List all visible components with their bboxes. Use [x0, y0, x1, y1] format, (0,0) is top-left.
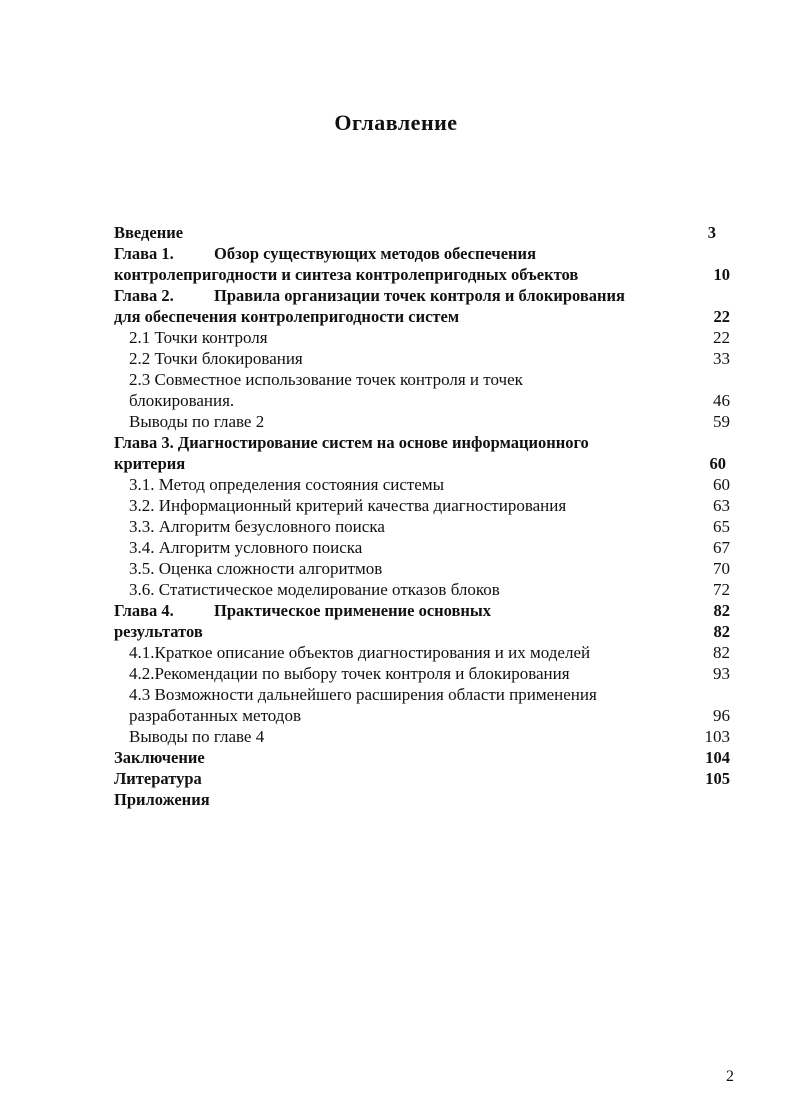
toc-entry-3-5[interactable]: [114, 558, 730, 579]
toc-entry-page: 105: [705, 769, 730, 788]
toc-entry-text: Заключение: [114, 748, 205, 767]
toc-entry-text: 2.2 Точки блокирования: [129, 349, 303, 368]
toc-entry-chapter-4[interactable]: [114, 600, 730, 621]
toc-entry-conclusion[interactable]: [114, 747, 730, 768]
toc-entry-4-3[interactable]: [114, 684, 730, 705]
toc-entry-text: 4.3 Возможности дальнейшего расширения области применения: [129, 685, 597, 704]
toc-entry-3-1[interactable]: [114, 474, 730, 495]
toc-entry-page: 60: [713, 475, 730, 494]
chapter-number: Глава 2.: [114, 286, 174, 305]
toc-entry-chapter-2-cont[interactable]: [114, 306, 730, 327]
toc-entry-text: 2.1 Точки контроля: [129, 328, 268, 347]
toc-entry-text: Приложения: [114, 790, 210, 809]
toc-entry-literature[interactable]: [114, 768, 730, 789]
toc-entry-conclusions-4[interactable]: [114, 726, 730, 747]
toc-entry-text: Введение: [114, 223, 184, 242]
toc-entry-text: 3.5. Оценка сложности алгоритмов: [129, 559, 383, 578]
toc-entry-2-3[interactable]: [114, 369, 730, 390]
toc-entry-page: 82: [713, 643, 730, 662]
toc-entry-introduction[interactable]: [114, 222, 730, 243]
toc-entry-page: 103: [704, 727, 730, 746]
table-of-contents: [114, 222, 730, 810]
toc-entry-page: 59: [713, 412, 730, 431]
toc-entry-text: 3.4. Алгоритм условного поиска: [129, 538, 363, 557]
chapter-number: Глава 4.: [114, 601, 174, 620]
toc-entry-2-2[interactable]: [114, 348, 730, 369]
toc-entry-text: 2.3 Совместное использование точек контроля и точек: [129, 370, 523, 389]
toc-entry-2-1[interactable]: [114, 327, 730, 348]
toc-entry-2-3-cont[interactable]: [114, 390, 730, 411]
toc-entry-text: 3.3. Алгоритм безусловного поиска: [129, 517, 385, 536]
toc-entry-text: критерия: [114, 454, 186, 473]
toc-entry-page: 82: [713, 601, 730, 620]
toc-entry-chapter-1[interactable]: [114, 243, 730, 264]
toc-entry-page: 96: [713, 706, 730, 725]
toc-entry-page: 104: [705, 748, 730, 767]
toc-entry-text: Глава 3. Диагностирование систем на основе информационного: [114, 433, 589, 452]
toc-entry-text: Выводы по главе 2: [129, 412, 265, 431]
toc-entry-4-2[interactable]: [114, 663, 730, 684]
toc-entry-page: 72: [713, 580, 730, 599]
toc-entry-page: 60: [709, 454, 726, 473]
toc-entry-chapter-3[interactable]: [114, 432, 730, 453]
toc-entry-text: Литература: [114, 769, 202, 788]
toc-entry-page: 67: [713, 538, 730, 557]
toc-entry-text: Обзор существующих методов обеспечения: [214, 244, 536, 263]
toc-entry-page: 46: [713, 391, 730, 410]
toc-entry-conclusions-2[interactable]: [114, 411, 730, 432]
toc-entry-page: 10: [713, 265, 730, 284]
toc-entry-text: 3.2. Информационный критерий качества диагностирования: [129, 496, 567, 515]
toc-entry-3-3[interactable]: [114, 516, 730, 537]
page-title: Оглавление: [334, 110, 458, 135]
toc-entry-text: Выводы по главе 4: [129, 727, 265, 746]
toc-entry-page: 93: [713, 664, 730, 683]
toc-entry-chapter-1-cont[interactable]: [114, 264, 730, 285]
page-number: 2: [726, 1068, 734, 1085]
toc-entry-text: для обеспечения контролепригодности систем: [114, 307, 460, 326]
toc-entry-3-2[interactable]: [114, 495, 730, 516]
toc-entry-page: 22: [713, 307, 730, 326]
toc-entry-text: Правила организации точек контроля и блокирования: [214, 286, 625, 305]
toc-entry-page: 70: [713, 559, 730, 578]
toc-entry-chapter-2[interactable]: [114, 285, 730, 306]
toc-entry-page: 3: [707, 223, 716, 242]
chapter-number: Глава 1.: [114, 244, 174, 263]
toc-entry-text: контролепригодности и синтеза контролепригодных объектов: [114, 265, 579, 284]
toc-entry-text: блокирования.: [129, 391, 235, 410]
toc-entry-3-6[interactable]: [114, 579, 730, 600]
toc-entry-text: результатов: [114, 622, 203, 641]
toc-entry-appendices[interactable]: [114, 789, 730, 810]
toc-entry-page: 22: [713, 328, 730, 347]
toc-entry-text: 3.1. Метод определения состояния системы: [129, 475, 445, 494]
toc-entry-3-4[interactable]: [114, 537, 730, 558]
toc-entry-text: разработанных методов: [129, 706, 301, 725]
toc-entry-page: 65: [713, 517, 730, 536]
toc-entry-text: Практическое применение основных: [214, 601, 492, 620]
toc-entry-text: 4.2.Рекомендации по выбору точек контроля и блокирования: [129, 664, 570, 683]
toc-entry-chapter-3-cont[interactable]: [114, 453, 730, 474]
toc-entry-page: 82: [713, 622, 730, 641]
toc-entry-4-3-cont[interactable]: [114, 705, 730, 726]
toc-entry-4-1[interactable]: [114, 642, 730, 663]
toc-entry-text: 3.6. Статистическое моделирование отказов блоков: [129, 580, 500, 599]
toc-entry-chapter-4-cont[interactable]: [114, 621, 730, 642]
toc-entry-page: 33: [713, 349, 730, 368]
toc-entry-text: 4.1.Краткое описание объектов диагностирования и их моделей: [129, 643, 591, 662]
toc-entry-page: 63: [713, 496, 730, 515]
